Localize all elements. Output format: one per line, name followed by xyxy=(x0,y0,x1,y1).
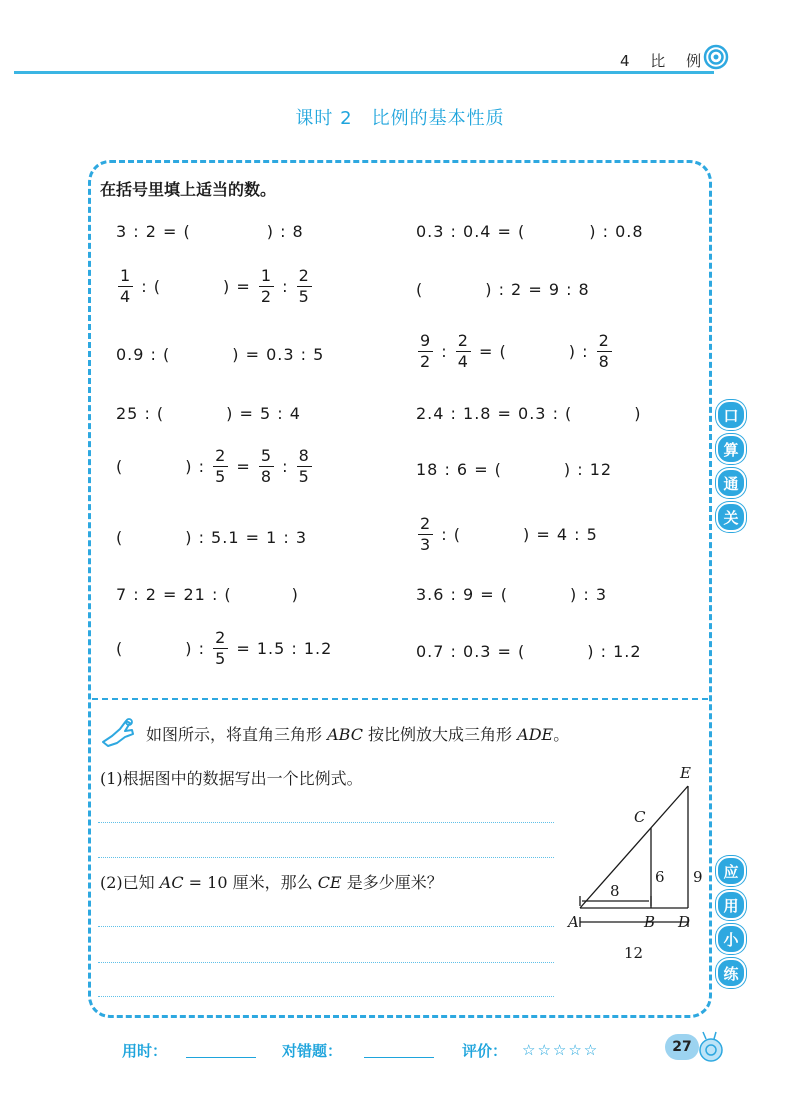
section-divider xyxy=(92,698,708,700)
fraction: $\frac{5}{8}$ xyxy=(260,446,273,486)
equation-5-left: ( ) : $\frac{2}{5}$ = $\frac{5}{8}$ : $\frac{8}{5}$ xyxy=(116,446,310,486)
side-tab-apply xyxy=(716,856,746,992)
equation-7-right: 3.6 : 9 = ( ) : 3 xyxy=(416,585,607,604)
equation-1-right: 0.3 : 0.4 = ( ) : 0.8 xyxy=(416,222,644,241)
header-rule xyxy=(14,71,714,74)
answer-line[interactable] xyxy=(98,822,554,823)
fraction: $\frac{2}{5}$ xyxy=(298,266,310,306)
fraction: $\frac{2}{3}$ xyxy=(420,514,432,554)
equation-3-right: $\frac{9}{2}$ : $\frac{2}{4}$ = ( ) : $\frac{2}{8}$ xyxy=(420,331,610,371)
equation-1-left: 3 : 2 = ( ) : 8 xyxy=(116,222,304,241)
tab-char: 用 xyxy=(716,890,746,920)
tab-char: 应 xyxy=(716,856,746,886)
equation-8-right: 0.7 : 0.3 = ( ) : 1.2 xyxy=(416,642,642,661)
label-e: E xyxy=(680,764,691,782)
answer-line[interactable] xyxy=(98,996,554,997)
label-c: C xyxy=(634,808,646,826)
fraction: $\frac{2}{5}$ xyxy=(215,446,227,486)
equation-5-right: 18 : 6 = ( ) : 12 xyxy=(416,460,613,479)
question-2: (2)已知 AC = 10 厘米，那么 CE 是多少厘米？ xyxy=(100,873,443,892)
equation-6-left: ( ) : 5.1 = 1 : 3 xyxy=(116,528,307,547)
equation-8-left: ( ) : $\frac{2}{5}$ = 1.5 : 1.2 xyxy=(116,628,333,668)
fraction: $\frac{8}{5}$ xyxy=(298,446,310,486)
time-blank[interactable] xyxy=(186,1056,256,1058)
time-label: 用时： xyxy=(122,1042,168,1060)
tab-char: 小 xyxy=(716,924,746,954)
fraction: $\frac{9}{2}$ xyxy=(420,331,432,371)
page-number: 27 xyxy=(665,1034,699,1060)
equation-4-left: 25 : ( ) = 5 : 4 xyxy=(116,404,301,423)
chapter-label: 4 比 例 xyxy=(620,52,710,70)
value-ad: 12 xyxy=(624,944,644,962)
rating-label: 评价： xyxy=(462,1042,508,1060)
label-b: B xyxy=(644,913,656,931)
equation-6-right: $\frac{2}{3}$ : ( ) = 4 : 5 xyxy=(420,514,598,554)
fraction: $\frac{1}{4}$ xyxy=(120,266,132,306)
lesson-title: 课时 2 比例的基本性质 xyxy=(295,108,505,129)
hypotenuse-line xyxy=(580,786,688,908)
instruction-text: 在括号里填上适当的数。 xyxy=(100,180,277,199)
triangle-figure xyxy=(560,760,710,970)
rating-stars[interactable]: ☆☆☆☆☆ xyxy=(522,1041,600,1059)
snail-icon xyxy=(696,1030,726,1064)
errors-label: 对错题： xyxy=(282,1042,343,1060)
tab-char: 关 xyxy=(716,502,746,532)
hand-icon xyxy=(100,716,136,748)
question-1: (1)根据图中的数据写出一个比例式。 xyxy=(100,769,363,788)
answer-line[interactable] xyxy=(98,857,554,858)
label-d: D xyxy=(678,913,691,931)
equation-7-left: 7 : 2 = 21 : ( ) xyxy=(116,585,299,604)
problem-intro: 如图所示，将直角三角形 ABC 按比例放大成三角形 ADE。 xyxy=(146,725,570,744)
value-bc: 6 xyxy=(655,868,665,886)
label-a: A xyxy=(568,913,579,931)
errors-blank[interactable] xyxy=(364,1056,434,1058)
spiral-icon xyxy=(703,44,729,70)
answer-line[interactable] xyxy=(98,962,554,963)
fraction: $\frac{2}{8}$ xyxy=(598,331,610,371)
fraction: $\frac{2}{4}$ xyxy=(457,331,469,371)
equation-4-right: 2.4 : 1.8 = 0.3 : ( ) xyxy=(416,404,642,423)
equation-3-left: 0.9 : ( ) = 0.3 : 5 xyxy=(116,345,325,364)
tab-char: 算 xyxy=(716,434,746,464)
value-ab: 8 xyxy=(610,882,620,900)
answer-line[interactable] xyxy=(98,926,554,927)
tab-char: 口 xyxy=(716,400,746,430)
fraction: $\frac{2}{5}$ xyxy=(215,628,227,668)
value-de: 9 xyxy=(693,868,703,886)
equation-2-left: $\frac{1}{4}$ : ( ) = $\frac{1}{2}$ : $\frac{2}{5}$ xyxy=(120,266,310,306)
tab-char: 练 xyxy=(716,958,746,988)
tab-char: 通 xyxy=(716,468,746,498)
side-tab-oral xyxy=(716,400,746,536)
fraction: $\frac{1}{2}$ xyxy=(260,266,273,306)
equation-2-right: ( ) : 2 = 9 : 8 xyxy=(416,280,590,299)
